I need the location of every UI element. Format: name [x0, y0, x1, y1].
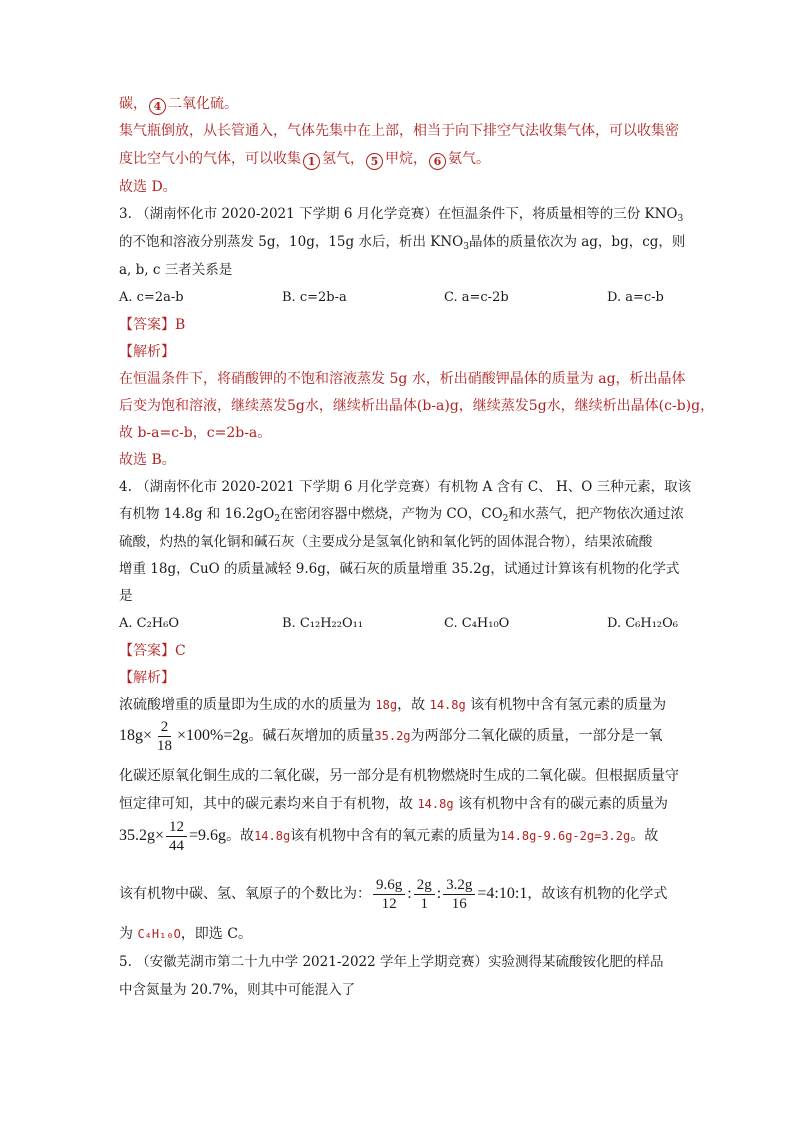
q3-option-b: B. c=2b-a — [282, 290, 347, 305]
formula-text: =9.6g — [189, 827, 227, 844]
numerator: 12 — [166, 818, 187, 837]
q4-analysis-line-4 — [119, 794, 668, 814]
text: 3. （湖南怀化市 2020-2021 下学期 6 月化学竞赛）在恒温条件下，将质量相等的三份 KNO — [119, 206, 678, 222]
prev-conclusion: 故选 D。 — [119, 179, 177, 195]
q4-option-b: B. C₁₂H₂₂O₁₁ — [282, 616, 364, 631]
value: C₄H₁₀O — [137, 927, 181, 941]
fraction — [166, 818, 187, 855]
q4-answer — [119, 641, 186, 661]
text: 恒定律可知，其中的碳元素均来自于有机物，故 — [119, 796, 418, 812]
q5-stem-line-2: 中含氮量为 20.7%，则其中可能混入了 — [119, 982, 356, 998]
fraction — [373, 876, 405, 913]
colon: : — [407, 885, 412, 902]
q4-analysis-label: 【解析】 — [119, 670, 175, 686]
text: ，故 — [397, 697, 430, 713]
q4-stem-line-3: 硫酸，灼热的氧化铜和碱石灰（主要成分是氢氧化钠和氧化钙的固体混合物），结果浓硫酸 — [119, 534, 653, 550]
q4-analysis-line-3: 化碳还原氧化铜生成的二氧化碳，另一部分是有机物燃烧时生成的二氧化碳。但根据质量守 — [119, 768, 679, 784]
text: 的不饱和溶液分别蒸发 5g，10g，15g 水后，析出 KNO — [119, 234, 464, 250]
colon: : — [436, 885, 442, 902]
text: 为 — [119, 926, 138, 942]
q4-stem-line-1: 4. （湖南怀化市 2020-2021 下学期 6 月化学竞赛）有机物 A 含有 C、 H、O 三种元素，取该 — [119, 479, 692, 495]
q3-option-c: C. a=c-2b — [444, 290, 509, 305]
subscript: 3 — [463, 242, 469, 252]
text: 为两部分二氧化碳的质量，一部分是一氧 — [410, 728, 663, 744]
subscript: 2 — [274, 514, 281, 524]
q3-analysis-label: 【解析】 — [119, 344, 175, 360]
fraction — [443, 876, 475, 913]
value: 14.8g — [254, 829, 291, 843]
circled-number-6: 6 — [429, 153, 446, 170]
q4-stem-line-5: 是 — [119, 588, 133, 604]
circled-number-4: 4 — [149, 98, 166, 115]
text: 甲烷， — [385, 151, 427, 167]
fraction — [414, 876, 435, 913]
formula-text: 18g× — [119, 727, 153, 744]
denominator: 16 — [451, 895, 467, 912]
q5-stem-line-1: 5. （安徽芜湖市第二十九中学 2021-2022 学年上学期竞赛）实验测得某硫酸铵化肥的样品 — [119, 954, 664, 970]
answer-label: 【答案】 — [119, 317, 175, 333]
denominator: 44 — [169, 837, 185, 854]
text: 氢气， — [322, 151, 364, 167]
q3-stem-line-1 — [119, 204, 683, 224]
value: 14.8g — [429, 698, 466, 712]
numerator: 3.2g — [443, 876, 475, 895]
q4-option-a: A. C₂H₆O — [119, 616, 180, 631]
q4-analysis-line-6 — [119, 872, 667, 916]
text: 碳， — [119, 96, 147, 112]
text: 氨气。 — [448, 151, 490, 167]
prev-line-1 — [119, 94, 238, 115]
numerator: 2 — [158, 718, 172, 737]
value: 14.8g — [417, 797, 454, 811]
text: 该有机物中含有氢元素的质量为 — [465, 697, 667, 713]
formula-text: ×100%=2g — [177, 727, 249, 744]
prev-line-3 — [119, 149, 490, 170]
answer-value: C — [175, 643, 186, 659]
denominator: 18 — [157, 737, 173, 754]
answer-label: 【答案】 — [119, 643, 175, 659]
text: 。碱石灰增加的质量 — [248, 728, 375, 744]
q4-analysis-line-7 — [119, 924, 252, 944]
formula-text: 35.2g× — [119, 827, 165, 844]
prev-line-2: 集气瓶倒放，从长管通入，气体先集中在上部，相当于向下排空气法收集气体，可以收集密 — [119, 123, 679, 139]
circled-number-5: 5 — [366, 153, 383, 170]
text: ，即选 C。 — [180, 926, 252, 942]
q3-conclusion: 故选 B。 — [119, 452, 176, 468]
q3-analysis-line-3: 故 b-a=c-b，c=2b-a。 — [119, 425, 272, 441]
q3-stem-line-3: a, b, c 三者关系是 — [119, 262, 233, 278]
numerator: 2g — [414, 876, 435, 895]
text: 有机物 14.8g 和 16.2gO — [119, 506, 275, 522]
q3-analysis-line-2: 后变为饱和溶液，继续蒸发5g水，继续析出晶体(b-a)g，继续蒸发5g水，继续析出晶体(c-b)g， — [119, 398, 715, 414]
text: 和水蒸气，把产物依次通过浓 — [508, 506, 684, 522]
text: 浓硫酸增重的质量即为生成的水的质量为 — [119, 697, 376, 713]
value: 35.2g — [374, 729, 411, 743]
q4-analysis-line-1 — [119, 695, 666, 715]
text: 该有机物中含有的氧元素的质量为 — [290, 828, 501, 844]
value: 14.8g-9.6g-2g=3.2g — [500, 829, 631, 843]
fraction — [154, 718, 175, 755]
text: 在密闭容器中燃烧，产物为 CO，CO — [280, 506, 503, 522]
circled-number-1: 1 — [303, 153, 320, 170]
text: 二氧化硫。 — [168, 96, 238, 112]
answer-value: B — [175, 317, 186, 333]
q3-analysis-line-1: 在恒温条件下，将硝酸钾的不饱和溶液蒸发 5g 水，析出硝酸钾晶体的质量为 ag，析出晶体 — [119, 371, 686, 387]
text: 该有机物中含有的碳元素的质量为 — [453, 796, 669, 812]
formula-text: =4:10:1 — [477, 885, 528, 902]
q4-analysis-line-5 — [119, 814, 658, 858]
text: 。故 — [630, 828, 659, 844]
text: ，故该有机物的化学式 — [527, 886, 668, 902]
q4-option-d: D. C₆H₁₂O₆ — [607, 616, 679, 631]
q3-stem-line-2 — [119, 232, 685, 252]
subscript: 2 — [502, 514, 509, 524]
subscript: 3 — [677, 214, 684, 224]
q4-analysis-line-2 — [119, 714, 663, 758]
q3-option-a: A. c=2a-b — [119, 290, 184, 305]
q4-stem-line-4: 增重 18g，CuO 的质量减轻 9.6g，碱石灰的质量增重 35.2g，试通过计算该有机物的化学式 — [119, 561, 680, 577]
text: 该有机物中碳、氢、氧原子的个数比为： — [119, 886, 371, 902]
text: 。故 — [226, 828, 255, 844]
text: 度比空气小的气体，可以收集 — [119, 151, 301, 167]
value: 18g — [375, 698, 398, 712]
numerator: 9.6g — [373, 876, 405, 895]
q4-stem-line-2 — [119, 504, 684, 524]
denominator: 1 — [420, 895, 428, 912]
q4-option-c: C. C₄H₁₀O — [444, 616, 510, 631]
q3-option-d: D. a=c-b — [607, 290, 664, 305]
text: 晶体的质量依次为 ag，bg，cg，则 — [468, 234, 686, 250]
q3-answer — [119, 315, 185, 335]
denominator: 12 — [381, 895, 397, 912]
